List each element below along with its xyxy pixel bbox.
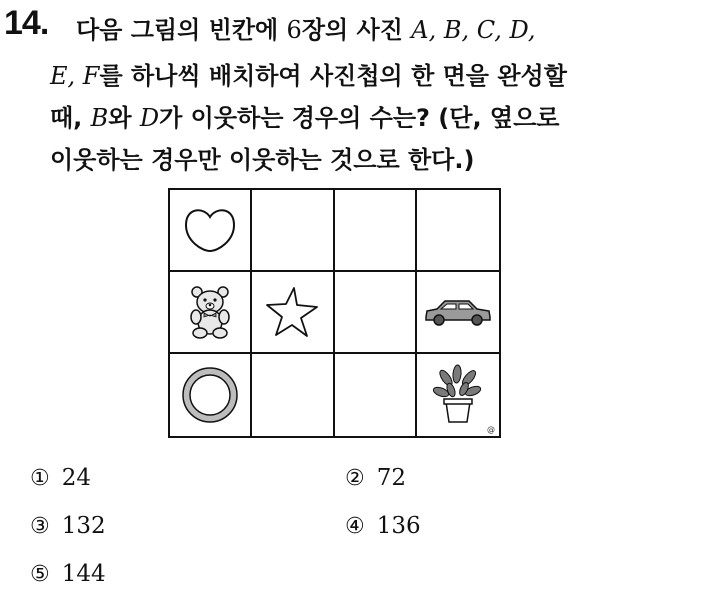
answer-choice-5[interactable]	[30, 561, 106, 587]
question-text: 와	[108, 104, 140, 132]
grid-cell-empty[interactable]	[417, 190, 499, 272]
choice-value: 136	[376, 513, 421, 539]
choice-number: ③	[30, 514, 50, 539]
answer-choice-4[interactable]	[345, 513, 421, 539]
choice-value: 144	[61, 561, 106, 587]
grid-cell	[417, 354, 499, 436]
choice-value: 132	[61, 513, 106, 539]
question-line-4	[50, 140, 474, 175]
grid-cell-empty[interactable]	[252, 354, 334, 436]
heart-icon	[182, 205, 238, 255]
grid-cell	[170, 354, 252, 436]
star-icon	[264, 285, 320, 339]
grid-cell	[417, 272, 499, 354]
grid-cell-empty[interactable]	[335, 272, 417, 354]
question-number: 14.	[4, 4, 49, 42]
choice-number: ②	[345, 466, 365, 491]
grid-cell-empty[interactable]	[335, 354, 417, 436]
question-text: 가 이웃하는 경우의 수는? (단, 옆으로	[159, 104, 560, 132]
question-text: 때,	[50, 104, 91, 132]
variable-list: A, B, C, D,	[411, 16, 536, 44]
photo-album-grid	[168, 188, 501, 438]
grid-cell	[170, 190, 252, 272]
answer-choice-3[interactable]	[30, 513, 106, 539]
grid-cell-empty[interactable]	[335, 190, 417, 272]
question-line-1	[76, 10, 536, 45]
grid-cell-empty[interactable]	[252, 190, 334, 272]
choice-number: ④	[345, 514, 365, 539]
number-six: 6	[286, 16, 302, 44]
question-line-3	[50, 98, 559, 133]
variable-b: B	[90, 104, 109, 132]
potted-plant-icon	[433, 364, 483, 426]
answer-choice-2[interactable]	[345, 465, 406, 491]
question-text: 이웃하는 경우만 이웃하는 것으로 한다.)	[50, 146, 475, 174]
choice-number: ⑤	[30, 562, 50, 587]
variable-d: D	[139, 104, 160, 132]
copyright-mark: @	[487, 425, 495, 434]
question-line-2	[50, 56, 567, 91]
answer-choice-1[interactable]	[30, 465, 91, 491]
car-icon	[423, 297, 493, 327]
grid-cell	[170, 272, 252, 354]
question-text: 장의 사진	[301, 16, 412, 44]
choice-value: 24	[61, 465, 92, 491]
variable-list: E, F	[50, 62, 100, 90]
teddy-bear-icon	[188, 285, 232, 339]
grid-cell	[252, 272, 334, 354]
ring-icon	[179, 364, 241, 426]
choice-value: 72	[376, 465, 407, 491]
choice-number: ①	[30, 466, 50, 491]
question-text: 다음 그림의 빈칸에	[76, 16, 287, 44]
question-text: 를 하나씩 배치하여 사진첩의 한 면을 완성할	[99, 62, 567, 90]
